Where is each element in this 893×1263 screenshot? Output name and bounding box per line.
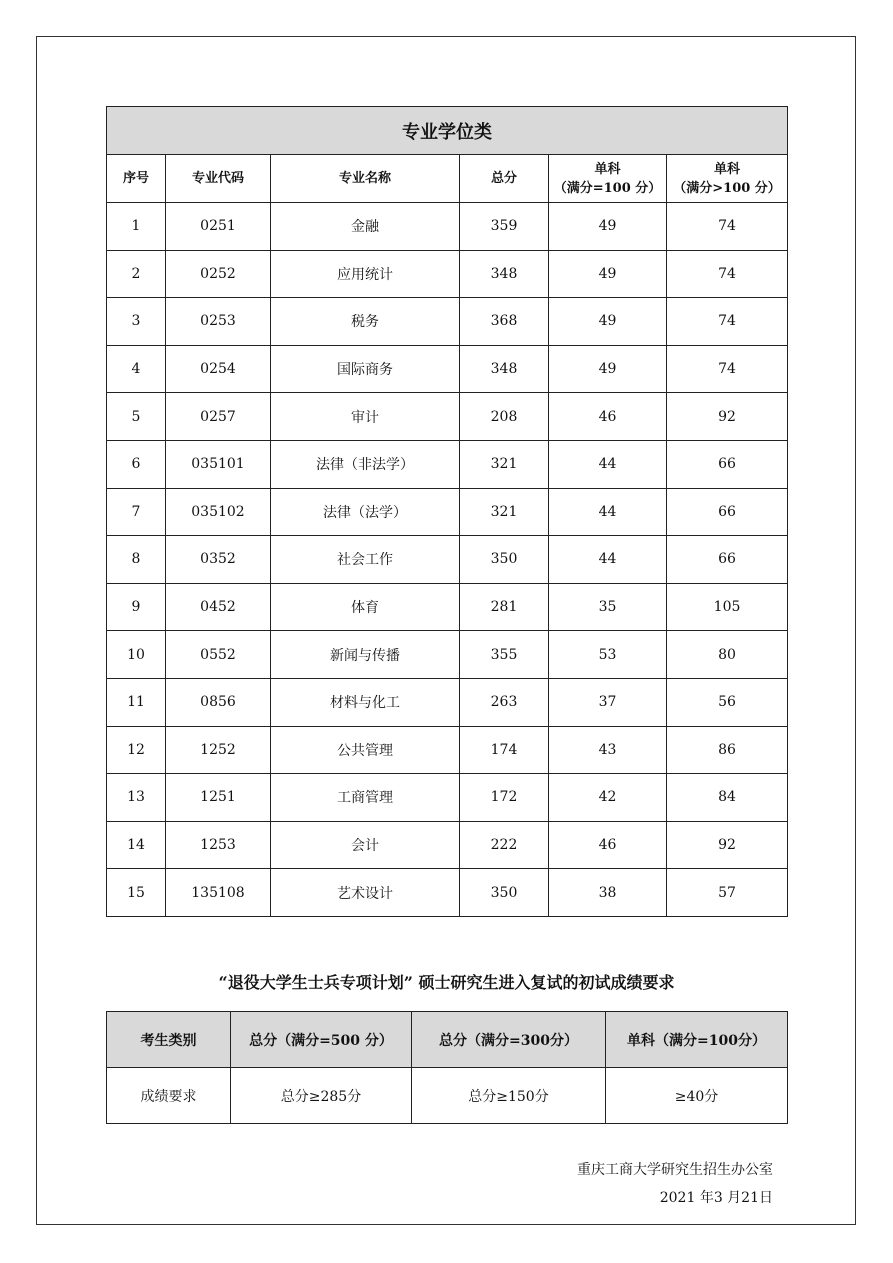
table-cell: 49 [549,345,667,393]
header-cell: 考生类别 [107,1012,231,1068]
header-row [107,1012,788,1068]
table-cell: 135108 [166,869,271,917]
table-cell: 44 [549,488,667,536]
table-cell: 84 [667,774,788,822]
table-cell: 3 [107,298,166,346]
table-cell: 5 [107,393,166,441]
table-cell: 44 [549,536,667,584]
table-cell: 0257 [166,393,271,441]
requirement-table [106,1011,788,1124]
header-row [107,155,788,203]
table-row [107,726,788,774]
table-row [107,250,788,298]
table-cell: 0252 [166,250,271,298]
table-row [107,869,788,917]
table-cell: 66 [667,536,788,584]
table-cell: 43 [549,726,667,774]
table-cell: 208 [460,393,549,441]
table-cell: 1252 [166,726,271,774]
table-cell: 审计 [271,393,460,441]
table-cell: 174 [460,726,549,774]
table-row [107,631,788,679]
table-cell: 新闻与传播 [271,631,460,679]
table-cell: 368 [460,298,549,346]
table-cell: 8 [107,536,166,584]
table-row [107,203,788,251]
table-cell: 7 [107,488,166,536]
table-row [107,488,788,536]
table-cell: 35 [549,583,667,631]
table-cell: 社会工作 [271,536,460,584]
table-cell: 281 [460,583,549,631]
table-cell: 会计 [271,821,460,869]
footer [577,1156,773,1212]
table-cell: 53 [549,631,667,679]
table-cell: 0254 [166,345,271,393]
main-score-table [106,106,788,917]
table-cell: 222 [460,821,549,869]
table-cell: 公共管理 [271,726,460,774]
header-cell: 总分 [460,155,549,203]
table-cell: 0253 [166,298,271,346]
table-row [107,393,788,441]
table-cell: 80 [667,631,788,679]
table-cell: 44 [549,440,667,488]
table-cell: 359 [460,203,549,251]
table-row [107,345,788,393]
table-row [107,298,788,346]
header-cell: 总分（满分=300分） [412,1012,606,1068]
table-cell: 56 [667,678,788,726]
table-cell: 46 [549,821,667,869]
table-cell: 金融 [271,203,460,251]
table-cell: 总分≥150分 [412,1068,606,1124]
table-cell: 74 [667,345,788,393]
header-cell: 序号 [107,155,166,203]
table-cell: 49 [549,250,667,298]
table-cell: 74 [667,203,788,251]
table-row [107,440,788,488]
table-cell: 0552 [166,631,271,679]
table-cell: 1253 [166,821,271,869]
table-cell: 材料与化工 [271,678,460,726]
header-cell: 单科 （满分>100 分） [667,155,788,203]
table-cell: 38 [549,869,667,917]
table-row [107,774,788,822]
table-cell: 1 [107,203,166,251]
table-cell: 9 [107,583,166,631]
table-cell: 42 [549,774,667,822]
table-cell: 172 [460,774,549,822]
table-cell: 92 [667,393,788,441]
table-cell: 37 [549,678,667,726]
table-title: 专业学位类 [107,107,788,155]
header-cell: 总分（满分=500 分） [231,1012,412,1068]
table-cell: 350 [460,869,549,917]
table-cell: 0856 [166,678,271,726]
table-cell: 2 [107,250,166,298]
table-cell: 12 [107,726,166,774]
table-cell: 10 [107,631,166,679]
table-cell: 66 [667,440,788,488]
table-row [107,678,788,726]
table-cell: 13 [107,774,166,822]
table-cell: 0352 [166,536,271,584]
footer-date: 2021 年3 月21日 [659,1190,773,1206]
table-row [107,583,788,631]
table-cell: 49 [549,203,667,251]
table-cell: 0251 [166,203,271,251]
table-cell: 49 [549,298,667,346]
table-cell: 321 [460,488,549,536]
table-cell: 348 [460,250,549,298]
header-cell: 单科（满分=100分） [606,1012,788,1068]
table-cell: 总分≥285分 [231,1068,412,1124]
footer-org: 重庆工商大学研究生招生办公室 [577,1162,773,1178]
table-row [107,536,788,584]
table-cell: 成绩要求 [107,1068,231,1124]
table-cell: ≥40分 [606,1068,788,1124]
header-cell: 专业名称 [271,155,460,203]
section-title: “退役大学生士兵专项计划” 硕士研究生进入复试的初试成绩要求 [218,973,675,992]
table-cell: 74 [667,250,788,298]
table-cell: 法律（法学） [271,488,460,536]
table-cell: 艺术设计 [271,869,460,917]
table-row [107,1068,788,1124]
table-cell: 92 [667,821,788,869]
table-cell: 46 [549,393,667,441]
table-cell: 0452 [166,583,271,631]
header-cell: 单科 （满分=100 分） [549,155,667,203]
table-cell: 105 [667,583,788,631]
table-cell: 035101 [166,440,271,488]
table-cell: 321 [460,440,549,488]
table-cell: 1251 [166,774,271,822]
table-cell: 263 [460,678,549,726]
table-cell: 035102 [166,488,271,536]
table-cell: 4 [107,345,166,393]
table-cell: 15 [107,869,166,917]
header-cell: 专业代码 [166,155,271,203]
table-cell: 66 [667,488,788,536]
table-cell: 348 [460,345,549,393]
table-cell: 355 [460,631,549,679]
table-cell: 工商管理 [271,774,460,822]
table-cell: 应用统计 [271,250,460,298]
table-cell: 法律（非法学） [271,440,460,488]
table-cell: 74 [667,298,788,346]
table-cell: 14 [107,821,166,869]
table-cell: 税务 [271,298,460,346]
table-cell: 11 [107,678,166,726]
table-cell: 体育 [271,583,460,631]
table-row [107,821,788,869]
table-cell: 86 [667,726,788,774]
table-cell: 6 [107,440,166,488]
table-cell: 57 [667,869,788,917]
table-cell: 350 [460,536,549,584]
table-cell: 国际商务 [271,345,460,393]
